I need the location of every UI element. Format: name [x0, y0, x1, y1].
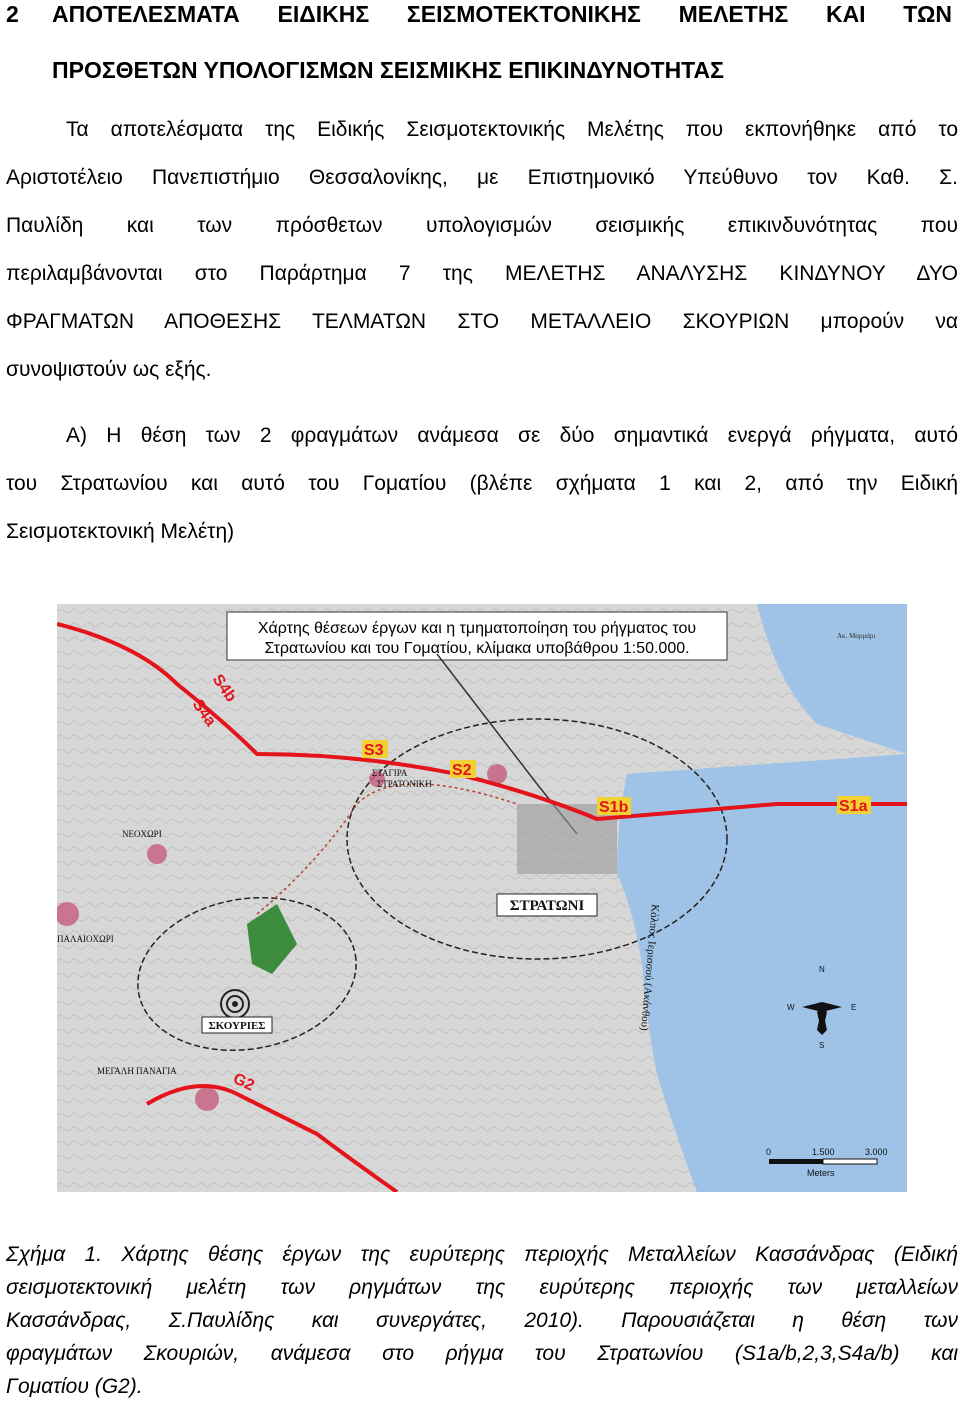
paragraph-line: Σεισμοτεκτονική Μελέτη) — [6, 520, 235, 543]
place-stratoni: ΣΤΡΑΤΩΝΙ — [509, 898, 585, 914]
place-stagira: ΣΤΑΓΙΡΑ — [372, 768, 408, 778]
fault-map — [57, 604, 907, 1192]
caption-line: Γοματίου (G2). — [6, 1375, 143, 1398]
paragraph-line: Παυλίδη και των πρόσθετων υπολογισμών σεισμικής επικινδυνότητας που — [6, 214, 958, 237]
place-skouries: ΣΚΟΥΡΙΕΣ — [208, 1020, 266, 1032]
compass-s: S — [819, 1041, 825, 1050]
fault-label-s3: S3 — [364, 742, 384, 759]
scale-unit: Meters — [807, 1168, 835, 1178]
section-number: 2 — [6, 1, 19, 27]
scale-tick-3000: 3.000 — [865, 1147, 888, 1157]
figure-caption — [6, 1238, 958, 1403]
compass-e: E — [851, 1003, 857, 1012]
fault-label-s2: S2 — [452, 762, 472, 779]
caption-line: Σχήμα 1. Χάρτης θέσης έργων της ευρύτερης περιοχής Μεταλλείων Κασσάνδρας (Ειδική — [6, 1243, 958, 1266]
fault-map-figure — [57, 604, 907, 1192]
paragraph-line: ΦΡΑΓΜΑΤΩΝ ΑΠΟΘΕΣΗΣ ΤΕΛΜΑΤΩΝ ΣΤΟ ΜΕΤΑΛΛΕΙΟ ΣΚΟΥΡΙΩΝ μπορούν να — [6, 310, 958, 333]
paragraph-line: του Στρατωνίου και αυτό του Γοματίου (βλέπε σχήματα 1 και 2, από την Ειδική — [6, 472, 958, 495]
paragraph-1 — [6, 106, 958, 394]
place-stratoniki: ΣΤΡΑΤΟΝΙΚΗ — [377, 779, 432, 789]
scale-tick-1500: 1.500 — [812, 1147, 835, 1157]
place-megali-panagia: ΜΕΓΑΛΗ ΠΑΝΑΓΙΑ — [97, 1066, 177, 1076]
place-cape: Ακ. Μαρμάρι — [837, 632, 876, 640]
caption-line: Κασσάνδρας, Σ.Παυλίδης και συνεργάτες, 2010). Παρουσιάζεται η θέση των — [6, 1309, 958, 1332]
place-neochori: ΝΕΟΧΩΡΙ — [122, 829, 162, 839]
section-title-line1: ΑΠΟΤΕΛΕΣΜΑΤΑ ΕΙΔΙΚΗΣ ΣΕΙΣΜΟΤΕΚΤΟΝΙΚΗΣ ΜΕΛΕΤΗΣ ΚΑΙ ΤΩΝ — [52, 1, 952, 27]
caption-line: φραγμάτων Σκουριών, ανάμεσα στο ρήγμα του Στρατωνίου (S1a/b,2,3,S4a/b) και — [6, 1342, 958, 1365]
section-title-line2: ΠΡΟΣΘΕΤΩΝ ΥΠΟΛΟΓΙΣΜΩΝ ΣΕΙΣΜΙΚΗΣ ΕΠΙΚΙΝΔΥΝΟΤΗΤΑΣ — [52, 57, 724, 83]
section-heading-line1 — [6, 0, 956, 28]
fault-label-s1a: S1a — [839, 798, 868, 815]
map-title-line2: Στρατωνίου και του Γοματίου, κλίμακα υποβάθρου 1:50.000. — [264, 640, 690, 657]
fault-label-s1b: S1b — [599, 799, 629, 816]
place-gulf: Κόλπος Ιερισσού (Ακάνθου) — [637, 903, 661, 1032]
paragraph-line: Α) Η θέση των 2 φραγμάτων ανάμεσα σε δύο σημαντικά ενεργά ρήγματα, αυτό — [66, 424, 958, 447]
place-palaiochori: ΠΑΛΑΙΟΧΩΡΙ — [57, 934, 114, 944]
map-title-line1: Χάρτης θέσεων έργων και η τμηματοποίηση του ρήγματος του — [257, 620, 697, 637]
paragraph-line: συνοψιστούν ως εξής. — [6, 358, 212, 381]
fault-label-s4a: S4a — [188, 696, 219, 730]
fault-label-s4b: S4b — [208, 671, 240, 706]
paragraph-2 — [6, 412, 958, 556]
fault-label-g2: G2 — [230, 1070, 257, 1095]
paragraph-line: Αριστοτέλειο Πανεπιστήμιο Θεσσαλονίκης, με Επιστημονικό Υπεύθυνο τον Καθ. Σ. — [6, 166, 958, 189]
paragraph-line: Τα αποτελέσματα της Ειδικής Σεισμοτεκτονικής Μελέτης που εκπονήθηκε από το — [66, 118, 958, 141]
paragraph-line: περιλαμβάνονται στο Παράρτημα 7 της ΜΕΛΕΤΗΣ ΑΝΑΛΥΣΗΣ ΚΙΝΔΥΝΟΥ ΔΥΟ — [6, 262, 958, 285]
compass-n: N — [819, 965, 825, 974]
scale-tick-0: 0 — [766, 1147, 772, 1157]
compass-w: W — [787, 1003, 795, 1012]
caption-line: σεισμοτεκτονική μελέτη των ρηγμάτων της ευρύτερης περιοχής των μεταλλείων — [6, 1276, 958, 1299]
